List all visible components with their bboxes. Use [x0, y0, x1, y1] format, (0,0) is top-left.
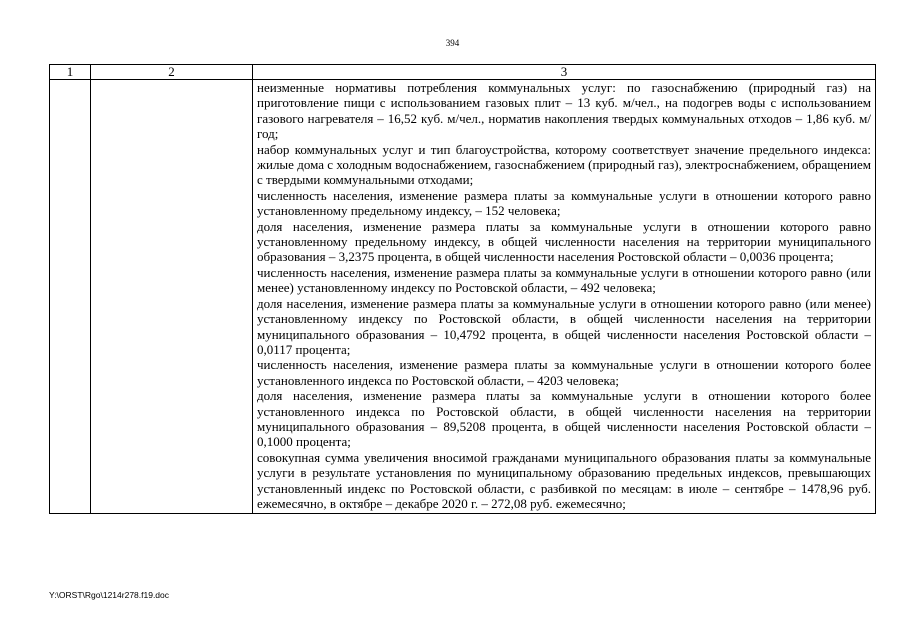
paragraph-population-above-regional: численность населения, изменение размера платы за коммунальные услуги в отношении которого более установленного индекса по Ростовской области, – 4203 человека;: [257, 357, 871, 388]
paragraph-share-above-regional: доля населения, изменение размера платы за коммунальные услуги в отношении которого более установленного индекса по Ростовской области, в общей численности населения на территории муниципального образования – 89,5208 процента, в общей численности населения Ростовской области – 0,1000 процента;: [257, 388, 871, 450]
column-header-3: 3: [253, 65, 876, 80]
paragraph-population-equal-or-less-regional: численность населения, изменение размера платы за коммунальные услуги в отношении которого равно (или менее) установленному индексу по Ростовской области, – 492 человека;: [257, 264, 871, 296]
paragraph-consumption-norms: неизменные нормативы потребления коммунальных услуг: по газоснабжению (природный газ) на приготовление пищи с использованием газовых плит – 13 куб. м/чел., на подогрев воды с использованием газового нагревателя – 16,52 куб. м/чел., норматив накопления твердых коммунальных отходов – 1,86 куб. м/год;: [257, 80, 871, 142]
paragraph-service-set: набор коммунальных услуг и тип благоустройства, которому соответствует значение предельного индекса: жилые дома с холодным водоснабжением, газоснабжением (природный газ), электроснабжением, обращением с твердыми коммунальными отходами;: [257, 141, 871, 188]
page-number: 394: [445, 38, 460, 48]
cell-col-2: [91, 80, 253, 514]
column-header-1: 1: [50, 65, 91, 80]
footer-file-path: Y:\ORST\Rgo\1214r278.f19.doc: [49, 590, 170, 600]
cell-col-3: [253, 80, 876, 514]
table-row: [50, 80, 876, 514]
content-table: [49, 64, 876, 514]
paragraph-population-equal-limit: численность населения, изменение размера платы за коммунальные услуги в отношении которого равно установленному предельному индексу, – 152 человека;: [257, 187, 871, 219]
column-header-2: 2: [91, 65, 253, 80]
header-row: [50, 65, 876, 80]
paragraph-total-increase: совокупная сумма увеличения вносимой гражданами муниципального образования платы за коммунальные услуги в результате установления по муниципальному образованию предельных индексов, превышающих установленный индекс по Ростовской области, с разбивкой по месяцам: в июле – сентябре – 1478,96 руб. ежемесячно, в октябре – декабре 2020 г. – 272,08 руб. ежемесячно;: [257, 449, 871, 511]
cell-col-1: [50, 80, 91, 514]
paragraph-share-equal-limit: доля населения, изменение размера платы за коммунальные услуги в отношении которого равно установленному предельному индексу, в общей численности населения на территории муниципального образования – 3,2375 процента, в общей численности населения Ростовской области – 0,0036 процента;: [257, 218, 871, 265]
paragraph-share-equal-or-less-regional: доля населения, изменение размера платы за коммунальные услуги в отношении которого равно (или менее) установленному индексу по Ростовской области, в общей численности населения на территории муниципального образования – 10,4792 процента, в общей численности населения Ростовской области – 0,0117 процента;: [257, 295, 871, 357]
